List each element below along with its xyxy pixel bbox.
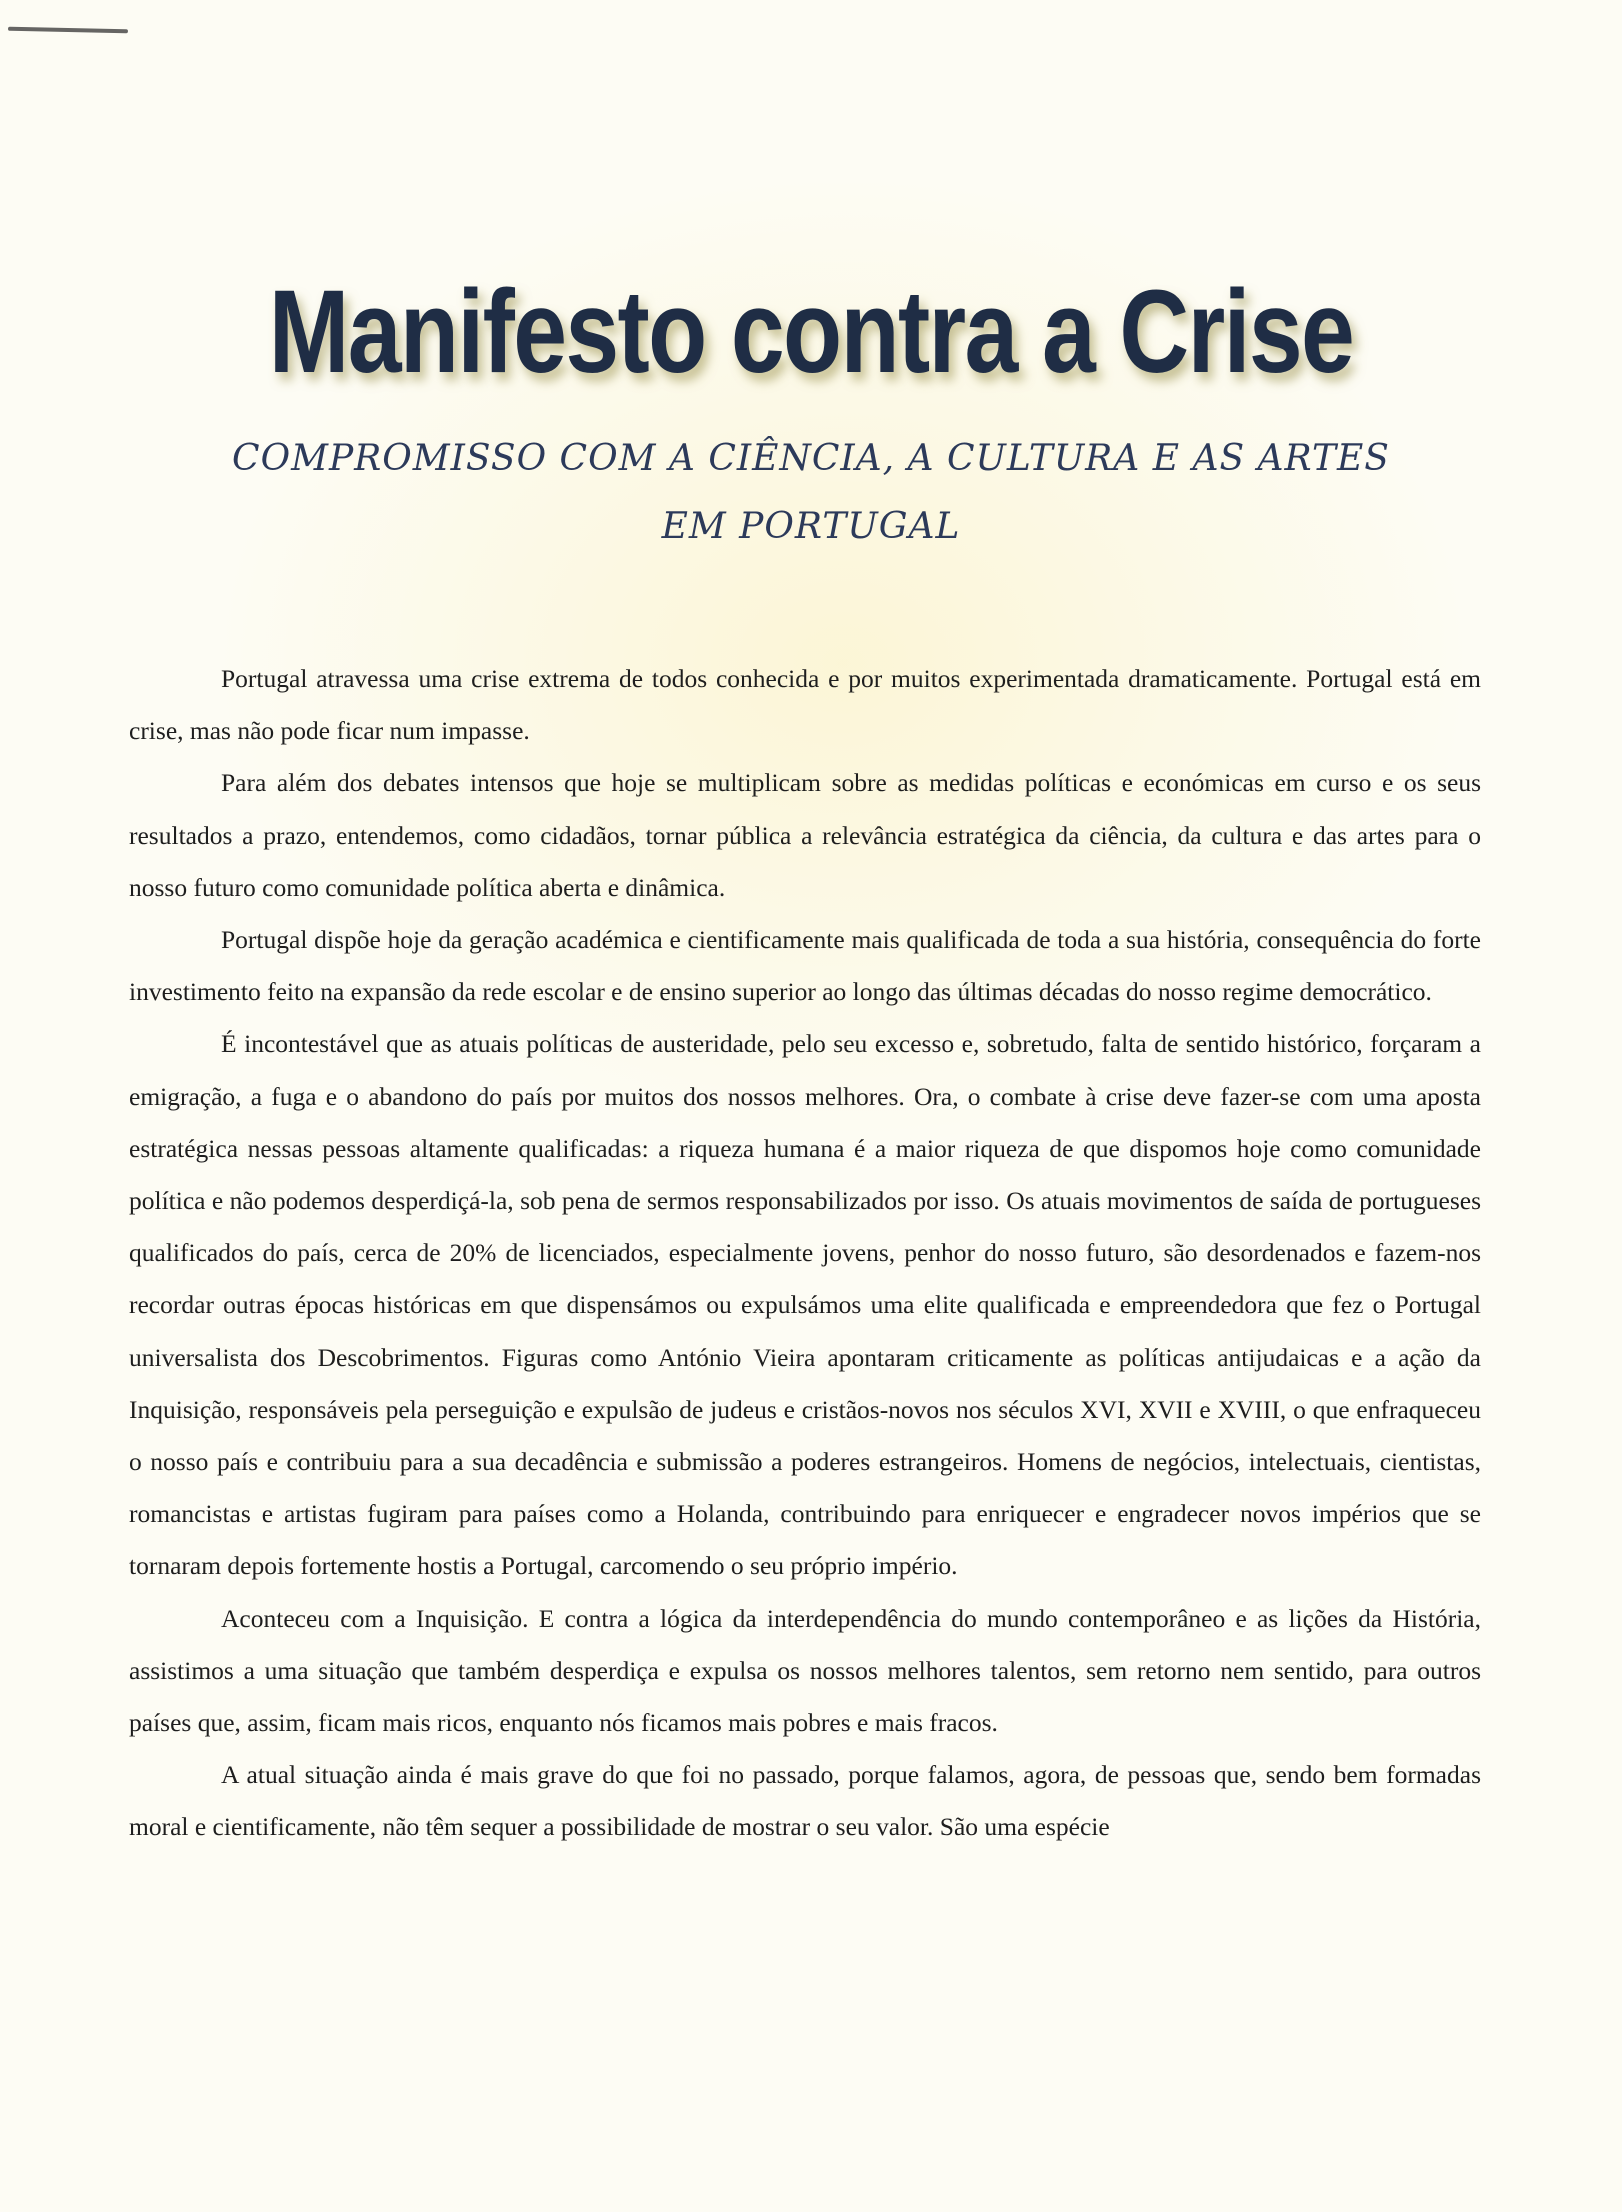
document-subtitle — [150, 425, 1472, 561]
subtitle-line-2: EM PORTUGAL — [661, 506, 961, 547]
document-body — [129, 653, 1481, 1854]
paragraph-4: É incontestável que as atuais políticas de austeridade, pelo seu excesso e, sobretudo, falta de sentido histórico, forçaram a emigração, a fuga e o abandono do país por muitos dos nossos melhores. Ora, o combate à crise deve fazer-se com uma aposta estratégica nessas pessoas altamente qualificadas: a riqueza humana é a maior riqueza de que dispomos hoje como comunidade política e não podemos desperdiçá-la, sob pena de sermos responsabilizados por isso. Os atuais movimentos de saída de portugueses qualificados do país, cerca de 20% de licenciados, especialmente jovens, penhor do nosso futuro, são desordenados e fazem-nos recordar outras épocas históricas em que dispensámos ou expulsámos uma elite qualificada e empreendedora que fez o Portugal universalista dos Descobrimentos. Figuras como António Vieira apontaram criticamente as políticas antijudaicas e a ação da Inquisição, responsáveis pela perseguição e expulsão de judeus e cristãos-novos nos séculos XVI, XVII e XVIII, o que enfraqueceu o nosso país e contribuiu para a sua decadência e submissão a poderes estrangeiros. Homens de negócios, intelectuais, cientistas, romancistas e artistas fugiram para países como a Holanda, contribuindo para enriquecer e engradecer novos impérios que se tornaram depois fortemente hostis a Portugal, carcomendo o seu próprio império. — [129, 1029, 1481, 1581]
subtitle-line-1: COMPROMISSO COM A CIÊNCIA, A CULTURA E AS ARTES — [232, 438, 1390, 479]
scan-mark — [8, 27, 128, 34]
paragraph-3: Portugal dispõe hoje da geração académica e cientificamente mais qualificada de toda a sua história, consequência do forte investimento feito na expansão da rede escolar e de ensino superior ao longo das últimas décadas do nosso regime democrático. — [129, 925, 1481, 1007]
document-title: Manifesto contra a Crise — [268, 266, 1354, 398]
paragraph-1: Portugal atravessa uma crise extrema de todos conhecida e por muitos experimentada dramaticamente. Portugal está em crise, mas não pode ficar num impasse. — [129, 664, 1481, 746]
paragraph-2: Para além dos debates intensos que hoje se multiplicam sobre as medidas políticas e económicas em curso e os seus resultados a prazo, entendemos, como cidadãos, tornar pública a relevância estratégica da ciência, da cultura e das artes para o nosso futuro como comunidade política aberta e dinâmica. — [129, 768, 1481, 902]
paragraph-6: A atual situação ainda é mais grave do que foi no passado, porque falamos, agora, de pessoas que, sendo bem formadas moral e cientificamente, não têm sequer a possibilidade de mostrar o seu valor. São uma espécie — [129, 1760, 1481, 1842]
paragraph-5: Aconteceu com a Inquisição. E contra a lógica da interdependência do mundo contemporâneo e as lições da História, assistimos a uma situação que também desperdiça e expulsa os nossos melhores talentos, sem retorno nem sentido, para outros países que, assim, ficam mais ricos, enquanto nós ficamos mais pobres e mais fracos. — [129, 1603, 1481, 1738]
